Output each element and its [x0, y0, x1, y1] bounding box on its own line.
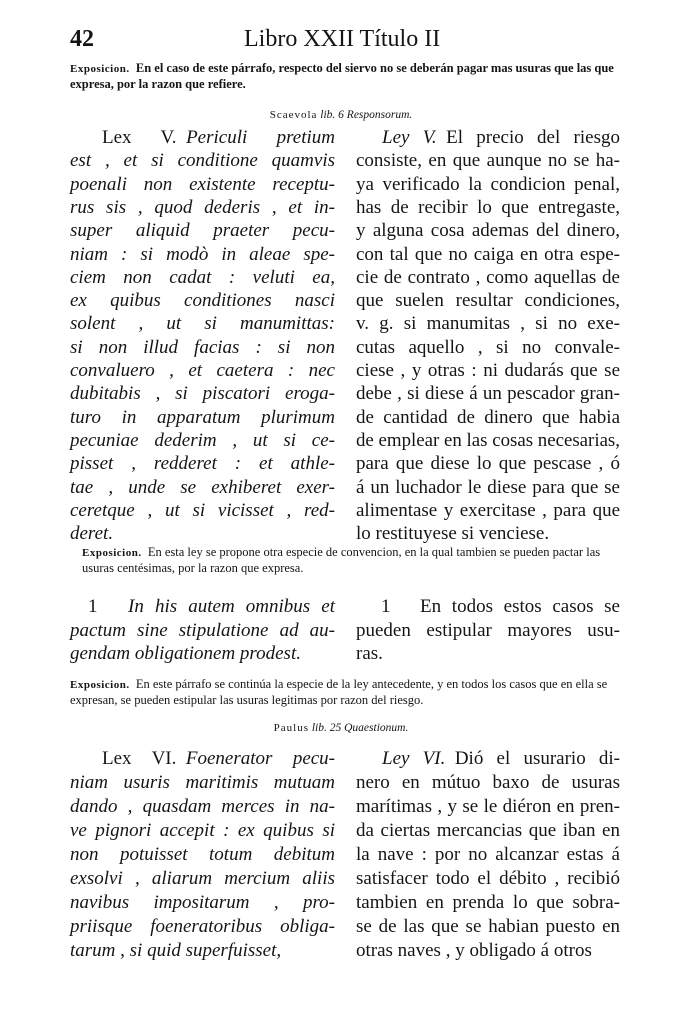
- line-text: lo restituyese si venciese.: [356, 523, 550, 545]
- text-line: [356, 407, 620, 429]
- line-text: satisfacer todo el débito , recibió: [356, 868, 620, 889]
- attribution-scaevola: [0, 109, 682, 121]
- line-text: est , et si conditione quamvis: [70, 150, 335, 172]
- text-line: [70, 383, 335, 405]
- text-line: [356, 150, 620, 172]
- line-text: rus sis , quod dederis , et in-: [70, 196, 335, 218]
- exposition-text: En el caso de este párrafo, respecto del siervo no se deberán pagar mas usuras que las que expresa, por la razon que refiere.: [70, 61, 614, 91]
- line-text: cutas aquello , si no convale-: [356, 336, 620, 358]
- text-line: [356, 916, 620, 938]
- text-line: [356, 844, 620, 866]
- line-text: convaluero , et caetera : nec: [70, 360, 335, 381]
- text-line: [356, 360, 620, 382]
- line-text: á un luchador le diese para que se: [356, 476, 620, 498]
- line-text: pueden estipular mayores usu-: [356, 619, 620, 641]
- line-text: cie de contrato , como aquellas de: [356, 266, 620, 288]
- text-line: [102, 127, 335, 149]
- line-text: se de las que se habian puesto en: [356, 916, 620, 937]
- text-line: [382, 748, 620, 770]
- exposition-label: Exposicion.: [70, 679, 130, 691]
- text-line: [70, 290, 335, 312]
- line-text: ex quibus conditiones nasci: [70, 290, 335, 312]
- line-text: Periculi pretium: [186, 127, 336, 148]
- text-line: [70, 620, 335, 642]
- exposition-3: [70, 677, 618, 708]
- exposition-1: [70, 61, 618, 92]
- line-text: ras.: [356, 643, 383, 664]
- text-line: [102, 748, 335, 770]
- line-text: otras naves , y obligado á otros: [356, 940, 592, 961]
- attribution-paulus: [0, 722, 682, 734]
- line-text: priisque foeneratoribus obliga-: [70, 916, 335, 937]
- text-line: [70, 360, 335, 382]
- line-text: si non illud facias : si non: [70, 336, 335, 358]
- line-text: pecuniae dederim , ut si ce-: [70, 429, 335, 451]
- line-text: non potuisset totum debitum: [70, 844, 335, 865]
- text-line: [70, 150, 335, 172]
- line-text: nero en mútuo baxo de usuras: [356, 772, 620, 793]
- line-text: dubitabis , si piscatori eroga-: [70, 383, 335, 405]
- text-line: [356, 796, 620, 818]
- text-line: [356, 820, 620, 842]
- text-line: [70, 337, 335, 359]
- line-text: de emplear en las cosas necesarias,: [356, 429, 620, 451]
- line-text: niam : si modò in aleae spe-: [70, 243, 335, 265]
- line-text: super aliquid praeter pecu-: [70, 220, 335, 242]
- text-line: [70, 267, 335, 289]
- text-line: [70, 643, 301, 665]
- text-line: [420, 596, 620, 618]
- line-text: En todos estos casos se: [420, 596, 620, 617]
- line-text: ve pignori accepit : ex quibus si: [70, 820, 335, 841]
- text-line: [356, 430, 620, 452]
- text-line: [356, 772, 620, 794]
- line-text: niam usuris maritimis mutuam: [70, 772, 335, 793]
- text-line: [356, 244, 620, 266]
- law-heading: Lex VI.: [102, 748, 177, 769]
- exposition-2: [82, 545, 618, 576]
- exposition-label: Exposicion.: [82, 547, 142, 559]
- text-line: [70, 430, 335, 452]
- text-line: [70, 197, 335, 219]
- text-line: [128, 596, 335, 618]
- text-line: [356, 383, 620, 405]
- line-text: ciem non cadat : veluti ea,: [70, 266, 335, 288]
- line-text: ciese , y otras : ni dudarás que se: [356, 360, 620, 381]
- text-line: [70, 523, 113, 545]
- line-text: dando , quasdam merces in na-: [70, 796, 335, 817]
- exposition-text: En este párrafo se continúa la especie de la ley antecedente, y en todos los casos que en ella se expresan, se pueden estipular las usuras legitimas por razon del riesgo.: [70, 677, 608, 707]
- line-text: tarum , si quid superfuisset,: [70, 940, 282, 961]
- text-line: [70, 220, 335, 242]
- line-text: con tal que no caiga en otra espe-: [356, 243, 620, 265]
- text-line: [70, 313, 335, 335]
- attribution-author: Scaevola: [269, 109, 318, 121]
- text-line: [70, 244, 335, 266]
- line-text: In his autem omnibus et: [128, 596, 335, 617]
- text-line: [356, 523, 549, 545]
- text-line: [70, 892, 335, 914]
- exposition-text: En esta ley se propone otra especie de convencion, en la qual tambien se pueden pactar las usuras centésimas, por la razon que expresa.: [82, 545, 601, 575]
- law-heading: Ley VI.: [382, 748, 446, 769]
- text-line: [356, 197, 620, 219]
- text-line: [70, 477, 335, 499]
- line-text: gendam obligationem prodest.: [70, 643, 301, 664]
- text-line: [356, 337, 620, 359]
- text-line: [70, 796, 335, 818]
- line-text: has de recibir lo que entregaste,: [356, 196, 620, 218]
- text-line: [70, 453, 335, 475]
- line-text: ya verificado la condicion penal,: [356, 173, 620, 195]
- text-line: [70, 174, 335, 196]
- text-line: [70, 500, 335, 522]
- text-line: [70, 844, 335, 866]
- line-text: Foenerator pecu-: [185, 748, 336, 769]
- line-text: para que diese lo que pescase , ó: [356, 453, 620, 475]
- line-text: alimentase y exercitase , para que: [356, 499, 620, 521]
- running-header-title: Libro XXII Título II: [244, 26, 441, 52]
- text-line: [70, 772, 335, 794]
- text-line: [356, 267, 620, 289]
- line-text: tambien en prenda lo que sobra-: [356, 892, 620, 913]
- law-heading: Lex V.: [102, 127, 177, 148]
- text-line: [356, 477, 620, 499]
- text-line: [356, 940, 592, 962]
- text-line: [70, 940, 281, 962]
- attribution-work: lib. 25 Quaestionum.: [311, 722, 409, 734]
- text-line: [356, 220, 620, 242]
- line-text: Dió el usurario di-: [454, 748, 621, 769]
- text-line: [356, 500, 620, 522]
- attribution-work: lib. 6 Responsorum.: [320, 109, 413, 121]
- text-line: [356, 174, 620, 196]
- line-text: da ciertas mercancias que iban en: [356, 820, 620, 841]
- line-text: v. g. si manumitas , si no exe-: [356, 313, 620, 335]
- text-line: [356, 892, 620, 914]
- text-line: [70, 407, 335, 429]
- text-line: [356, 453, 620, 475]
- section-number-spanish: 1: [381, 596, 391, 617]
- line-text: marítimas , y se le diéron en pren-: [356, 796, 620, 817]
- text-line: [70, 820, 335, 842]
- line-text: turo in apparatum plurimum: [70, 406, 335, 428]
- line-text: El precio del riesgo: [446, 127, 620, 148]
- law-heading: Ley V.: [382, 127, 437, 148]
- line-text: ceretque , ut si vicisset , red-: [70, 499, 335, 521]
- line-text: solent , ut si manumittas:: [70, 313, 335, 335]
- attribution-author: Paulus: [273, 722, 309, 734]
- text-line: [382, 127, 620, 149]
- line-text: deret.: [70, 523, 114, 545]
- text-line: [356, 620, 620, 642]
- text-line: [70, 868, 335, 890]
- line-text: tae , unde se exhiberet exer-: [70, 476, 335, 498]
- line-text: pisset , redderet : et athle-: [70, 453, 335, 475]
- text-line: [356, 643, 383, 665]
- line-text: poenali non existente receptu-: [70, 173, 335, 195]
- page-number: 42: [70, 26, 94, 52]
- line-text: navibus impositarum , pro-: [70, 892, 335, 913]
- text-line: [356, 313, 620, 335]
- line-text: pactum sine stipulatione ad au-: [70, 619, 335, 641]
- section-number-latin: 1: [88, 596, 98, 617]
- text-line: [356, 290, 620, 312]
- line-text: de cantidad de dinero que habia: [356, 406, 620, 428]
- text-line: [70, 916, 335, 938]
- line-text: consiste, en que aunque no se ha-: [356, 150, 620, 172]
- line-text: la nave : por no alcanzar estas á: [356, 844, 620, 865]
- line-text: exsolvi , aliarum mercium aliis: [70, 868, 335, 889]
- line-text: debe , si diese á un pescador gran-: [356, 383, 620, 405]
- line-text: y alguna cosa ademas del dinero,: [356, 220, 620, 242]
- text-line: [356, 868, 620, 890]
- line-text: que suelen resultar condiciones,: [356, 290, 620, 312]
- exposition-label: Exposicion.: [70, 63, 130, 75]
